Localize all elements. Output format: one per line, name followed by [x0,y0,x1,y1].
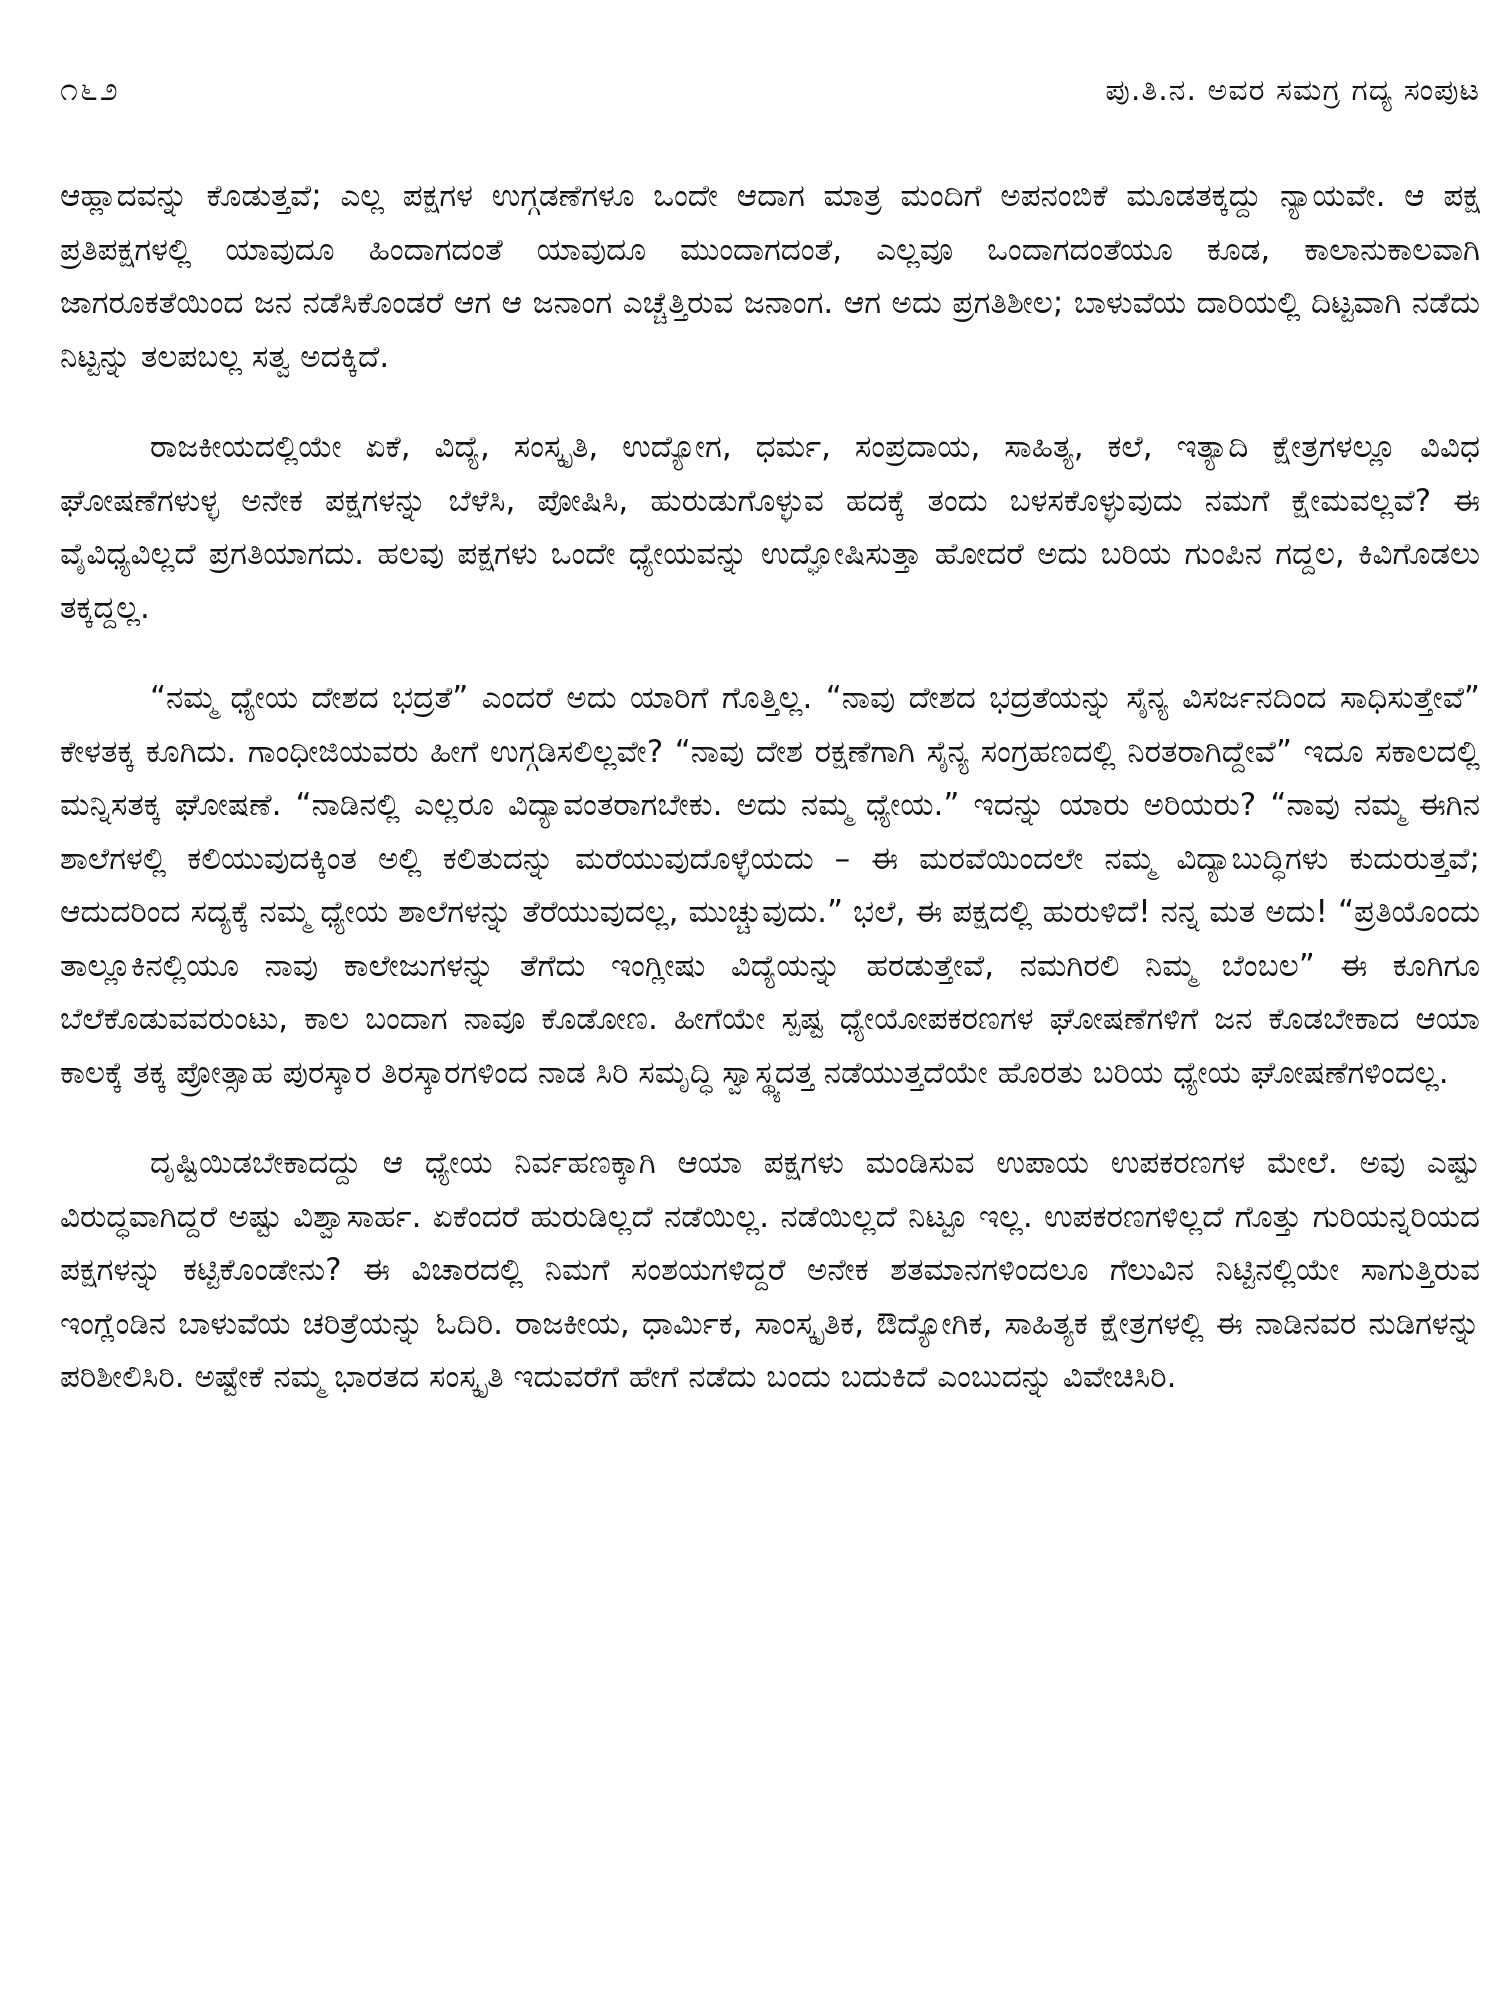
document-page [60,70,1480,1970]
paragraph-3: “ನಮ್ಮ ಧ್ಯೇಯ ದೇಶದ ಭದ್ರತೆ” ಎಂದರೆ ಅದು ಯಾರಿಗೆ ಗೊತ್ತಿಲ್ಲ. “ನಾವು ದೇಶದ ಭದ್ರತೆಯನ್ನು ಸೈನ್ಯ ವಿಸರ್ಜನದಿಂದ ಸಾಧಿಸುತ್ತೇವೆ” ಕೇಳತಕ್ಕ ಕೂಗಿದು. ಗಾಂಧೀಜಿಯವರು ಹೀಗೆ ಉಗ್ಗಡಿಸಲಿಲ್ಲವೇ? “ನಾವು ದೇಶ ರಕ್ಷಣೆಗಾಗಿ ಸೈನ್ಯ ಸಂಗ್ರಹಣದಲ್ಲಿ ನಿರತರಾಗಿದ್ದೇವೆ” ಇದೂ ಸಕಾಲದಲ್ಲಿ ಮನ್ನಿಸತಕ್ಕ ಘೋಷಣೆ. “ನಾಡಿನಲ್ಲಿ ಎಲ್ಲರೂ ವಿದ್ಯಾವಂತರಾಗಬೇಕು. ಅದು ನಮ್ಮ ಧ್ಯೇಯ.” ಇದನ್ನು ಯಾರು ಅರಿಯರು? “ನಾವು ನಮ್ಮ ಈಗಿನ ಶಾಲೆಗಳಲ್ಲಿ ಕಲಿಯುವುದಕ್ಕಿಂತ ಅಲ್ಲಿ ಕಲಿತುದನ್ನು ಮರೆಯುವುದೊಳ್ಳೆಯದು – ಈ ಮರವೆಯಿಂದಲೇ ನಮ್ಮ ವಿದ್ಯಾಬುದ್ಧಿಗಳು ಕುದುರುತ್ತವೆ; ಆದುದರಿಂದ ಸದ್ಯಕ್ಕೆ ನಮ್ಮ ಧ್ಯೇಯ ಶಾಲೆಗಳನ್ನು ತೆರೆಯುವುದಲ್ಲ, ಮುಚ್ಚುವುದು.” ಭಲೆ, ಈ ಪಕ್ಷದಲ್ಲಿ ಹುರುಳಿದೆ! ನನ್ನ ಮತ ಅದು! “ಪ್ರತಿಯೊಂದು ತಾಲ್ಲೂಕಿನಲ್ಲಿಯೂ ನಾವು ಕಾಲೇಜುಗಳನ್ನು ತೆಗೆದು ಇಂಗ್ಲೀಷು ವಿದ್ಯೆಯನ್ನು ಹರಡುತ್ತೇವೆ, ನಮಗಿರಲಿ ನಿಮ್ಮ ಬೆಂಬಲ” ಈ ಕೂಗಿಗೂ ಬೆಲೆಕೊಡುವವರುಂಟು, ಕಾಲ ಬಂದಾಗ ನಾವೂ ಕೊಡೋಣ. ಹೀಗೆಯೇ ಸ್ಪಷ್ಟ ಧ್ಯೇಯೋಪಕರಣಗಳ ಘೋಷಣೆಗಳಿಗೆ ಜನ ಕೊಡಬೇಕಾದ ಆಯಾ ಕಾಲಕ್ಕೆ ತಕ್ಕ ಪ್ರೋತ್ಸಾಹ ಪುರಸ್ಕಾರ ತಿರಸ್ಕಾರಗಳಿಂದ ನಾಡ ಸಿರಿ ಸಮೃದ್ಧಿ ಸ್ವಾಸ್ಥ್ಯದತ್ತ ನಡೆಯುತ್ತದೆಯೇ ಹೊರತು ಬರಿಯ ಧ್ಯೇಯ ಘೋಷಣೆಗಳಿಂದಲ್ಲ. [60,680,1480,1091]
page-number: ೧೬೨ [60,70,120,108]
running-title: ಪು.ತಿ.ನ. ಅವರ ಸಮಗ್ರ ಗದ್ಯ ಸಂಪುಟ [1105,73,1480,108]
paragraph-2: ರಾಜಕೀಯದಲ್ಲಿಯೇ ಏಕೆ, ವಿದ್ಯೆ, ಸಂಸ್ಕೃತಿ, ಉದ್ಯೋಗ, ಧರ್ಮ, ಸಂಪ್ರದಾಯ, ಸಾಹಿತ್ಯ, ಕಲೆ, ಇತ್ಯಾದಿ ಕ್ಷೇತ್ರಗಳಲ್ಲೂ ವಿವಿಧ ಘೋಷಣೆಗಳುಳ್ಳ ಅನೇಕ ಪಕ್ಷಗಳನ್ನು ಬೆಳೆಸಿ, ಪೋಷಿಸಿ, ಹುರುಡುಗೊಳ್ಳುವ ಹದಕ್ಕೆ ತಂದು ಬಳಸಕೊಳ್ಳುವುದು ನಮಗೆ ಕ್ಷೇಮವಲ್ಲವೆ? ಈ ವೈವಿಧ್ಯವಿಲ್ಲದೆ ಪ್ರಗತಿಯಾಗದು. ಹಲವು ಪಕ್ಷಗಳು ಒಂದೇ ಧ್ಯೇಯವನ್ನು ಉದ್ಘೋಷಿಸುತ್ತಾ ಹೋದರೆ ಅದು ಬರಿಯ ಗುಂಪಿನ ಗದ್ದಲ, ಕಿವಿಗೊಡಲು ತಕ್ಕದ್ದಲ್ಲ. [60,429,1480,626]
paragraph-4: ದೃಷ್ಟಿಯಿಡಬೇಕಾದದ್ದು ಆ ಧ್ಯೇಯ ನಿರ್ವಹಣಕ್ಕಾಗಿ ಆಯಾ ಪಕ್ಷಗಳು ಮಂಡಿಸುವ ಉಪಾಯ ಉಪಕರಣಗಳ ಮೇಲೆ. ಅವು ಎಷ್ಟು ವಿರುದ್ಧವಾಗಿದ್ದರೆ ಅಷ್ಟು ವಿಶ್ವಾಸಾರ್ಹ. ಏಕೆಂದರೆ ಹುರುಡಿಲ್ಲದೆ ನಡೆಯಿಲ್ಲ. ನಡೆಯಿಲ್ಲದೆ ನಿಟ್ಟೂ ಇಲ್ಲ. ಉಪಕರಣಗಳಿಲ್ಲದೆ ಗೊತ್ತು ಗುರಿಯನ್ನರಿಯದ ಪಕ್ಷಗಳನ್ನು ಕಟ್ಟಿಕೊಂಡೇನು? ಈ ವಿಚಾರದಲ್ಲಿ ನಿಮಗೆ ಸಂಶಯಗಳಿದ್ದರೆ ಅನೇಕ ಶತಮಾನಗಳಿಂದಲೂ ಗೆಲುವಿನ ನಿಟ್ಟಿನಲ್ಲಿಯೇ ಸಾಗುತ್ತಿರುವ ಇಂಗ್ಲೆಂಡಿನ ಬಾಳುವೆಯ ಚರಿತ್ರೆಯನ್ನು ಓದಿರಿ. ರಾಜಕೀಯ, ಧಾರ್ಮಿಕ, ಸಾಂಸ್ಕೃತಿಕ, ಔದ್ಯೋಗಿಕ, ಸಾಹಿತ್ಯಕ ಕ್ಷೇತ್ರಗಳಲ್ಲಿ ಈ ನಾಡಿನವರ ನುಡಿಗಳನ್ನು ಪರಿಶೀಲಿಸಿರಿ. ಅಷ್ಟೇಕೆ ನಮ್ಮ ಭಾರತದ ಸಂಸ್ಕೃತಿ ಇದುವರೆಗೆ ಹೇಗೆ ನಡೆದು ಬಂದು ಬದುಕಿದೆ ಎಂಬುದನ್ನು ವಿವೇಚಿಸಿರಿ. [60,1145,1480,1395]
page-header [60,70,1480,130]
body-text [60,170,1480,1405]
paragraph-1: ಆಹ್ಲಾದವನ್ನು ಕೊಡುತ್ತವೆ; ಎಲ್ಲ ಪಕ್ಷಗಳ ಉಗ್ಗಡಣೆಗಳೂ ಒಂದೇ ಆದಾಗ ಮಾತ್ರ ಮಂದಿಗೆ ಅಪನಂಬಿಕೆ ಮೂಡತಕ್ಕದ್ದು ನ್ಯಾಯವೇ. ಆ ಪಕ್ಷ ಪ್ರತಿಪಕ್ಷಗಳಲ್ಲಿ ಯಾವುದೂ ಹಿಂದಾಗದಂತೆ ಯಾವುದೂ ಮುಂದಾಗದಂತೆ, ಎಲ್ಲವೂ ಒಂದಾಗದಂತೆಯೂ ಕೂಡ, ಕಾಲಾನುಕಾಲವಾಗಿ ಜಾಗರೂಕತೆಯಿಂದ ಜನ ನಡೆಸಿಕೊಂಡರೆ ಆಗ ಆ ಜನಾಂಗ ಎಚ್ಚೆತ್ತಿರುವ ಜನಾಂಗ. ಆಗ ಅದು ಪ್ರಗತಿಶೀಲ; ಬಾಳುವೆಯ ದಾರಿಯಲ್ಲಿ ದಿಟ್ಟವಾಗಿ ನಡೆದು ನಿಟ್ಟನ್ನು ತಲಪಬಲ್ಲ ಸತ್ವ ಅದಕ್ಕಿದೆ. [60,178,1480,375]
